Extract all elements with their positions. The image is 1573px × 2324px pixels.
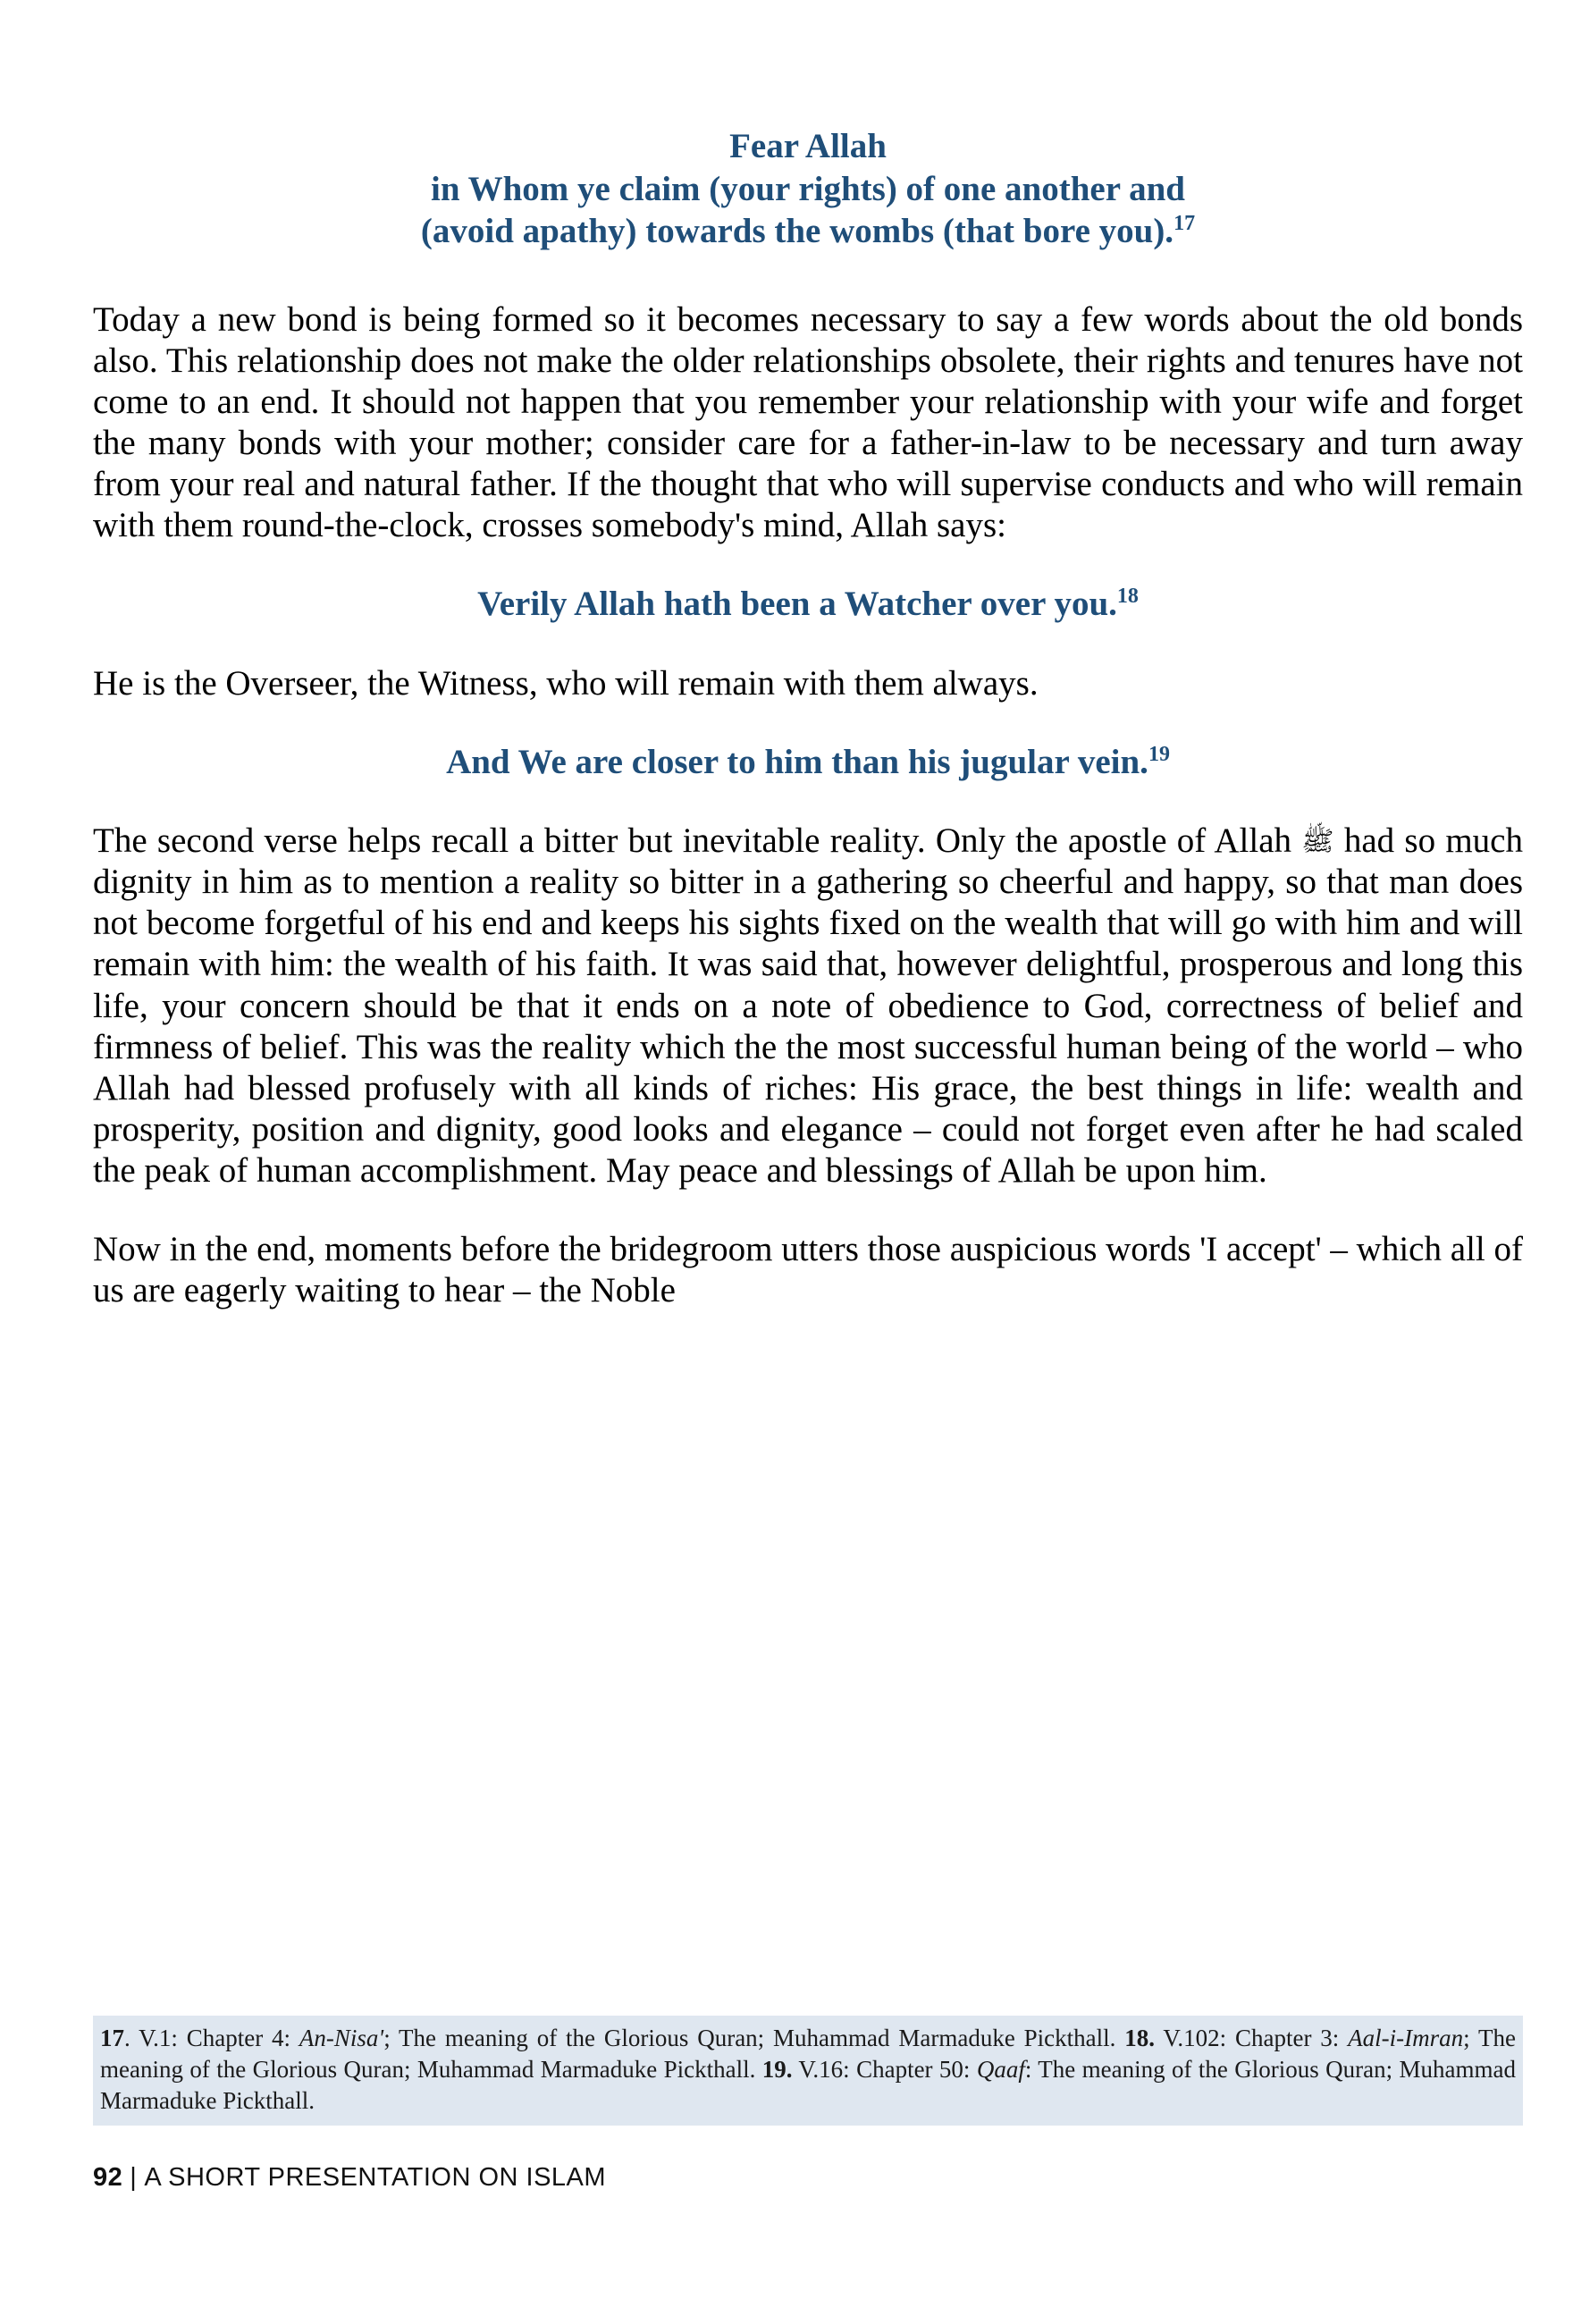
footnote-18-title: Aal-i-Imran bbox=[1348, 2025, 1464, 2051]
page-title bbox=[93, 125, 1523, 253]
footer-separator: | bbox=[130, 2163, 138, 2192]
paragraph-3 bbox=[93, 821, 1523, 1191]
footnote-17-title: An-Nisa' bbox=[299, 2025, 384, 2051]
footnote-18-text: V.102: Chapter 3: bbox=[1155, 2025, 1349, 2051]
paragraph-4: Now in the end, moments before the bridegroom utters those auspicious words 'I accept' – which all of us are eagerly waiting to hear – the Noble bbox=[93, 1229, 1523, 1309]
heading-line-2: in Whom ye claim (your rights) of one another and bbox=[431, 169, 1185, 208]
paragraph-1: Today a new bond is being formed so it becomes necessary to say a few words about the old bonds also. This relationship does not make the older relationships obsolete, their rights and tenures have not come to an end. It should not happen that you remember your relationship with your wife and forget the many bonds with your mother; consider care for a father-in-law to be necessary and turn away from your real and natural father. If the thought that who will supervise conducts and who will remain with them round-the-clock, crosses somebody's mind, Allah says: bbox=[93, 299, 1523, 544]
verse-quote-1 bbox=[93, 584, 1523, 626]
page-footer bbox=[93, 2163, 1523, 2193]
footnote-17-tail: ; The meaning of the Glorious Quran; Muhammad Marmaduke Pickthall. bbox=[383, 2025, 1125, 2051]
verse-2-footnote-ref: 19 bbox=[1148, 742, 1170, 766]
footnote-list bbox=[97, 2023, 1519, 2117]
heading-line-3-text: (avoid apathy) towards the wombs (that bore you). bbox=[420, 212, 1174, 251]
footnote-19-marker: 19. bbox=[761, 2056, 793, 2084]
heading-line-1: Fear Allah bbox=[729, 127, 887, 165]
footnote-17-marker: 17 bbox=[100, 2025, 124, 2051]
footnote-18-tail: ; The meaning of the Glorious Quran; Muhammad Marmaduke Pickthall. bbox=[100, 2025, 1516, 2084]
page-content bbox=[93, 125, 1523, 1311]
page-number: 92 bbox=[93, 2163, 123, 2192]
heading-footnote-ref: 17 bbox=[1173, 212, 1196, 236]
pbuh-glyph-icon: ﷺ bbox=[1301, 827, 1334, 857]
footnote-19-tail: : The meaning of the Glorious Quran; Muhammad Marmaduke Pickthall. bbox=[100, 2056, 1516, 2115]
verse-1-text: Verily Allah hath been a Watcher over you. bbox=[477, 584, 1117, 623]
footnote-section bbox=[93, 2016, 1523, 2126]
footnote-19-title: Qaaf bbox=[976, 2056, 1025, 2084]
footer-book-title: A SHORT PRESENTATION ON ISLAM bbox=[144, 2163, 607, 2192]
footnote-17-text: . V.1: Chapter 4: bbox=[124, 2025, 299, 2051]
footnote-19-text: V.16: Chapter 50: bbox=[792, 2056, 977, 2084]
heading-line-3 bbox=[93, 210, 1523, 253]
paragraph-3-part-1: The second verse helps recall a bitter but inevitable reality. Only the apostle of Allah bbox=[93, 821, 1302, 861]
paragraph-2: He is the Overseer, the Witness, who will remain with them always. bbox=[93, 663, 1039, 703]
verse-quote-2 bbox=[93, 742, 1523, 784]
verse-1-footnote-ref: 18 bbox=[1116, 584, 1139, 608]
verse-2-text: And We are closer to him than his jugular vein. bbox=[446, 742, 1148, 781]
footnote-18-marker: 18. bbox=[1124, 2025, 1155, 2051]
paragraph-3-part-2: had so much dignity in him as to mention a reality so bitter in a gathering so cheerful and happy, so that man does not become forgetful of his end and keeps his sights fixed on the wealth that will go with him and will remain with him: the wealth of his faith. It was said that, however delightful, prosperous and long this life, your concern should be that it ends on a note of obedience to God, correctness of belief and firmness of belief. This was the reality which the the most successful human being of the world – who Allah had blessed profusely with all kinds of riches: His grace, the best things in life: wealth and prosperity, position and dignity, good looks and elegance – could not forget even after he had scaled the peak of human accomplishment. May peace and blessings of Allah be upon him. bbox=[93, 821, 1523, 1190]
